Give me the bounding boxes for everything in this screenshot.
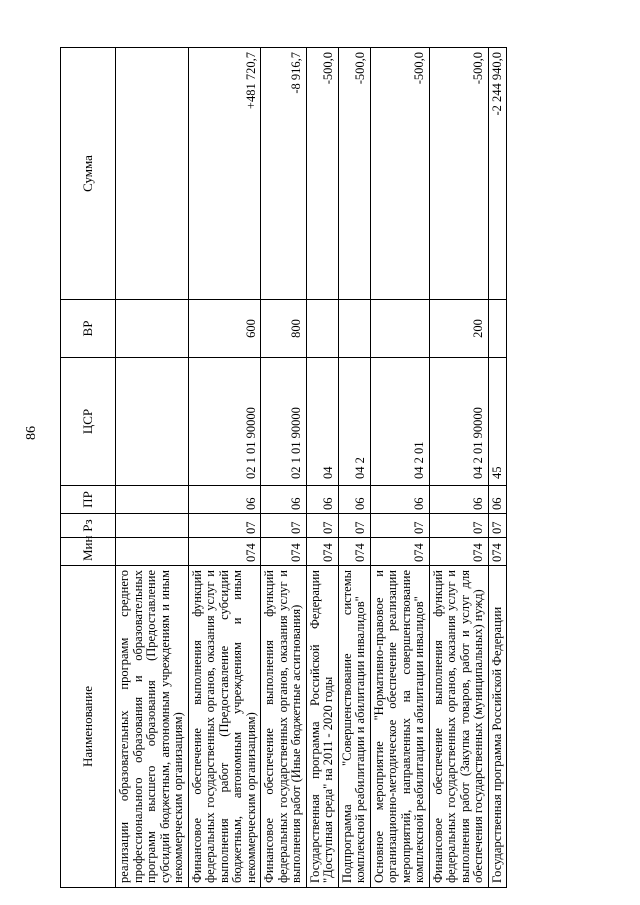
row-sum: -500,0 (429, 48, 488, 300)
budget-table (60, 47, 507, 888)
row-csr: 02 1 01 90000 (261, 358, 307, 486)
table-row (370, 48, 429, 888)
row-name: Государственная программа Российской Федерации (488, 566, 507, 888)
row-pr: 06 (488, 486, 507, 514)
row-name: Государственная программа Российской Федерации "Доступная среда" на 2011 - 2020 годы (306, 566, 338, 888)
table-row (116, 48, 189, 888)
table-row (338, 48, 370, 888)
row-rz (116, 514, 189, 538)
row-min: 074 (188, 538, 261, 566)
row-pr: 06 (188, 486, 261, 514)
row-pr: 06 (429, 486, 488, 514)
row-min: 074 (261, 538, 307, 566)
row-vr (370, 300, 429, 358)
row-min: 074 (370, 538, 429, 566)
table-row (429, 48, 488, 888)
row-rz: 07 (306, 514, 338, 538)
row-rz: 07 (370, 514, 429, 538)
row-sum: -8 916,7 (261, 48, 307, 300)
header-sum: Сумма (61, 48, 116, 300)
table-row (261, 48, 307, 888)
row-min: 074 (429, 538, 488, 566)
table-row (188, 48, 261, 888)
row-sum: -2 244 940,0 (488, 48, 507, 300)
row-csr: 04 2 (338, 358, 370, 486)
row-rz: 07 (429, 514, 488, 538)
row-vr (306, 300, 338, 358)
row-vr (338, 300, 370, 358)
header-csr: ЦСР (61, 358, 116, 486)
row-csr: 04 (306, 358, 338, 486)
header-name: Наименование (61, 566, 116, 888)
row-vr (488, 300, 507, 358)
header-min: Мин (61, 538, 116, 566)
row-sum: +481 720,7 (188, 48, 261, 300)
table-row (488, 48, 507, 888)
page-number: 86 (24, 426, 39, 440)
row-pr: 06 (261, 486, 307, 514)
row-sum: -500,0 (370, 48, 429, 300)
row-vr: 600 (188, 300, 261, 358)
row-vr: 800 (261, 300, 307, 358)
row-vr (116, 300, 189, 358)
row-min: 074 (306, 538, 338, 566)
row-min: 074 (338, 538, 370, 566)
row-csr: 45 (488, 358, 507, 486)
header-rz: Рз (61, 514, 116, 538)
row-min: 074 (488, 538, 507, 566)
row-pr: 06 (338, 486, 370, 514)
header-vr: ВР (61, 300, 116, 358)
row-pr: 06 (370, 486, 429, 514)
row-pr: 06 (306, 486, 338, 514)
row-min (116, 538, 189, 566)
budget-table-sheet (60, 48, 615, 888)
row-csr: 02 1 01 90000 (188, 358, 261, 486)
row-name: Подпрограмма "Совершенствование системы комплексной реабилитации и абилитации инвалидов" (338, 566, 370, 888)
row-rz: 07 (488, 514, 507, 538)
row-rz: 07 (188, 514, 261, 538)
table-header-row (61, 48, 116, 888)
row-csr (116, 358, 189, 486)
row-sum: -500,0 (338, 48, 370, 300)
row-name: Финансовое обеспечение выполнения функций федеральных государственных органов, оказания услуг и выполнения работ (Иные бюджетные ассигнования) (261, 566, 307, 888)
header-pr: ПР (61, 486, 116, 514)
row-sum (116, 48, 189, 300)
row-csr: 04 2 01 90000 (429, 358, 488, 486)
table-row (306, 48, 338, 888)
row-rz: 07 (338, 514, 370, 538)
row-name: Финансовое обеспечение выполнения функций федеральных государственных органов, оказания услуг и выполнения работ (Закупка товаров, работ и услуг для обеспечения государственных (муниципальных) нужд) (429, 566, 488, 888)
row-name: Основное мероприятие "Нормативно-правовое и организационно-методическое обеспечение реализации мероприятий, направленных на совершенствование комплексной реабилитации и абилитации инвалидов" (370, 566, 429, 888)
row-rz: 07 (261, 514, 307, 538)
row-vr: 200 (429, 300, 488, 358)
row-name: Финансовое обеспечение выполнения функций федеральных государственных органов, оказания услуг и выполнения работ (Предоставление субсидий бюджетным, автономным учреждениям и иным некоммерческим организациям) (188, 566, 261, 888)
row-name: реализации образовательных программ среднего профессионального образования и образовательных программ высшего образования (Предоставление субсидий бюджетным, автономным учреждениям и иным некоммерческим организациям) (116, 566, 189, 888)
row-csr: 04 2 01 (370, 358, 429, 486)
row-pr (116, 486, 189, 514)
row-sum: -500,0 (306, 48, 338, 300)
